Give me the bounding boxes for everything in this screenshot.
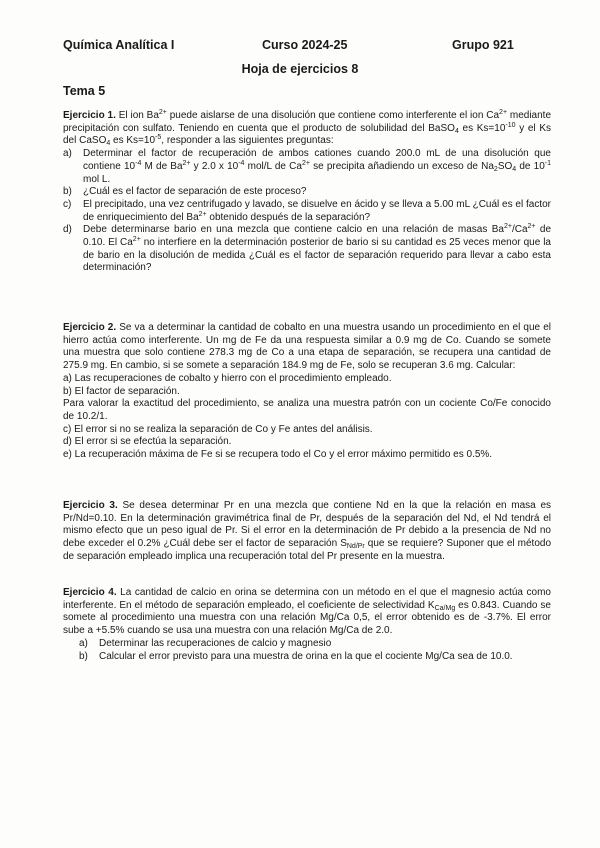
- question-a: [63, 638, 551, 651]
- text: obtenido después de la separación?: [206, 211, 371, 223]
- exercise-3: [63, 500, 551, 564]
- superscript: -10: [505, 121, 516, 129]
- superscript: 2+: [503, 223, 512, 231]
- text: , responder a las siguientes preguntas:: [161, 135, 334, 147]
- group-number: Grupo 921: [452, 38, 514, 52]
- question-c: [63, 199, 551, 224]
- item-label: b): [63, 186, 72, 198]
- text: es Ks=10: [458, 122, 506, 134]
- subscript: 4: [512, 165, 517, 173]
- superscript: -5: [155, 134, 162, 142]
- exercise-2-statement: [63, 322, 551, 373]
- text: se precipita añadiendo un exceso de Na: [309, 160, 494, 172]
- text: Debe determinarse bario en una mezcla que contiene calcio en una relación de masas Ba: [83, 224, 504, 236]
- text: /Ca: [511, 224, 528, 236]
- text: La cantidad de calcio en orina se determina con un método en el que el magnesio actúa como interferente. En el método de separación empleado, el coeficiente de selectividad K: [63, 587, 551, 611]
- exercise-2-item-d: d) El error si se efectúa la separación.: [63, 436, 232, 448]
- item-label: b): [79, 650, 88, 662]
- text: Se va a determinar la cantidad de cobalto en una muestra usando un procedimiento en el que el hierro actúa como interferente. Un mg de Fe da una respuesta similar a 0.9 mg de Co. Cuando se somete una muestra que solo contiene 278.3 mg de Co a una etapa de separación, se recupera una cantidad de 275.9 mg. En cambio, si se somete a separación 184.9 mg de Fe, solo se recuperan 3.6 mg. Calcular:: [63, 322, 551, 372]
- text: Calcular el error previsto para una muestra de orina en la que el cociente Mg/Ca sea de 10.0.: [99, 650, 513, 662]
- subscript: Ca/Mg: [434, 604, 456, 612]
- text: mol L.: [83, 173, 111, 185]
- exercise-2-item-b: b) El factor de separación.: [63, 385, 180, 397]
- subscript: 4: [106, 140, 111, 148]
- exercise-1: [63, 110, 551, 275]
- topic-heading: Tema 5: [63, 84, 106, 98]
- text: El ion Ba: [115, 110, 159, 121]
- superscript: -1: [544, 159, 551, 167]
- text: puede aislarse de una disolución que contiene como interferente el ion Ca: [166, 110, 500, 121]
- exercise-2-title: Ejercicio 2.: [63, 322, 117, 333]
- superscript: 2+: [499, 109, 508, 116]
- item-label: a): [79, 637, 88, 649]
- exercise-3-statement: [63, 500, 551, 564]
- text: mol/L de Ca: [244, 160, 302, 172]
- text: ¿Cuál es el factor de separación de este proceso?: [83, 186, 307, 198]
- subscript: 4: [454, 127, 459, 135]
- text: Se desea determinar Pr en una mezcla que contiene Nd en la que la relación en masa es Pr/Nd=0.10. En la determinación gravimétrica final de Pr, después de la separación del Nd, el Nd tendrá el mismo efecto que un peso igual de Pr. Si el error en la determinación de Pr debido a la presencia de Nd no debe exceder el 0.2% ¿Cuál debe ser el factor de separación S: [63, 500, 552, 550]
- superscript: 2+: [301, 159, 310, 167]
- exercise-4-questions: [63, 638, 551, 663]
- sheet-title: Hoja de ejercicios 8: [241, 62, 359, 76]
- item-label: c): [63, 198, 72, 210]
- superscript: 2+: [132, 236, 141, 244]
- exercise-2-item-e: e) La recuperación máxima de Fe si se recupera todo el Co y el error máximo permitido es 0.5%.: [63, 449, 493, 461]
- text: no interfiere en la determinación posterior de bario si su cantidad es 25 veces menor que la de bario en la disolución de medida ¿Cuál es el factor de separación requerido para llevar a cabo esta determinación?: [83, 237, 551, 274]
- question-b: [63, 651, 551, 664]
- subscript: Nd/Pr: [346, 543, 365, 551]
- text: El precipitado, una vez centrifugado y lavado, se disuelve en ácido y se lleva a 5.00 mL ¿Cuál es el factor de enriquecimiento del Ba: [83, 198, 551, 223]
- course-year: Curso 2024-25: [262, 38, 348, 52]
- text: que se requiere? Suponer que el método de separación empleado implica una recuperación total del Pr presente en la muestra.: [63, 538, 552, 562]
- exercise-1-statement: [63, 110, 551, 148]
- exercise-2: [63, 322, 551, 462]
- superscript: 2+: [527, 223, 536, 231]
- superscript: 2+: [158, 109, 167, 116]
- subscript: 2: [493, 165, 498, 173]
- subject-title: Química Analítica I: [63, 38, 175, 52]
- exercise-4: [63, 587, 551, 663]
- question-a: [63, 148, 551, 186]
- exercise-2-item-c: c) El error si no se realiza la separación de Co y Fe antes del análisis.: [63, 423, 373, 435]
- exercise-2-item-a: a) Las recuperaciones de cobalto y hierro con el procedimiento empleado.: [63, 372, 392, 384]
- text: Determinar las recuperaciones de calcio y magnesio: [99, 637, 332, 649]
- text: y el Ks del CaSO: [63, 122, 551, 147]
- text: mediante precipitación con sulfato. Teniendo en cuenta que el producto de solubilidad del BaSO: [63, 110, 552, 134]
- text: SO: [497, 160, 513, 172]
- exercise-1-title: Ejercicio 1.: [63, 110, 116, 121]
- exercise-3-title: Ejercicio 3.: [63, 500, 118, 511]
- exercise-4-title: Ejercicio 4.: [63, 587, 117, 598]
- question-d: [63, 224, 551, 275]
- superscript: -4: [135, 159, 142, 167]
- text: de 0.10. El Ca: [83, 224, 552, 249]
- exercise-4-statement: [63, 587, 551, 638]
- exercise-2-context: Para valorar la exactitud del procedimiento, se analiza una muestra patrón con un cociente Co/Fe conocido de 10.2/1.: [63, 398, 551, 422]
- question-b: [63, 186, 551, 199]
- superscript: 2+: [182, 159, 191, 167]
- text: M de Ba: [141, 160, 183, 172]
- item-label: a): [63, 148, 72, 160]
- superscript: -4: [238, 159, 245, 167]
- text: Determinar el factor de recuperación de ambos cationes cuando 200.0 mL de una disolución que contiene 10: [83, 148, 551, 172]
- text: es Ks=10: [110, 135, 156, 147]
- text: de 10: [516, 160, 545, 172]
- item-label: d): [63, 224, 72, 236]
- text: es 0.843. Cuando se somete al procedimiento una muestra con una relación Mg/Ca 0,5, el error obtenido es de -3.7%. El error sube a +5.5% cuando se usa una muestra con una relación Mg/Ca de 2.0.: [63, 599, 551, 637]
- text: y 2.0 x 10: [190, 160, 239, 172]
- superscript: 2+: [198, 210, 207, 218]
- exercise-1-questions: [63, 148, 551, 275]
